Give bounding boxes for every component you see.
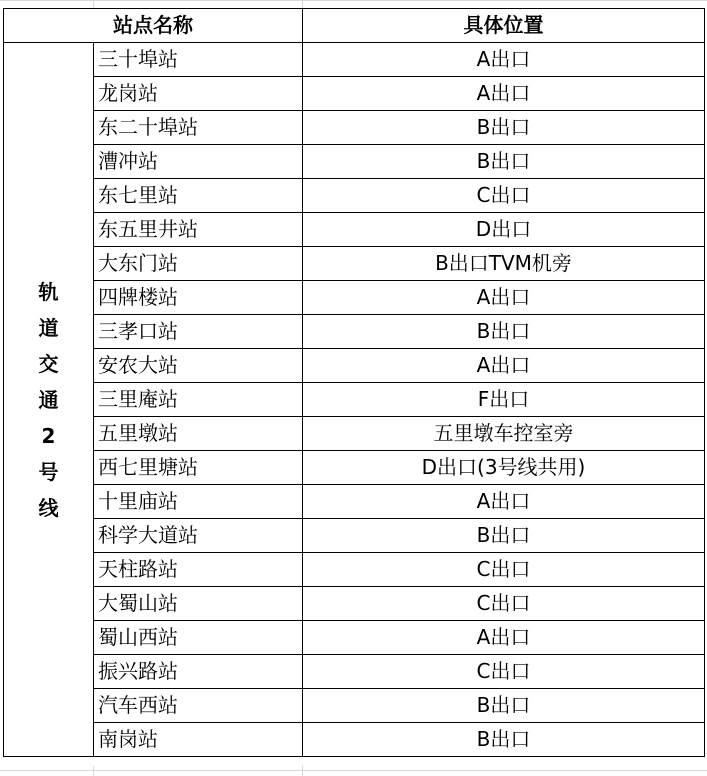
line-label-char: 通	[38, 387, 59, 412]
gridline	[0, 770, 707, 771]
location-cell[interactable]: D出口	[303, 213, 705, 247]
table-row	[4, 111, 705, 145]
location-cell[interactable]: A出口	[303, 485, 705, 519]
table-row	[4, 485, 705, 519]
line-label-char: 轨	[38, 279, 59, 304]
station-name-cell[interactable]: 振兴路站	[94, 655, 303, 689]
location-cell[interactable]: C出口	[303, 655, 705, 689]
station-name-cell[interactable]: 龙岗站	[94, 77, 303, 111]
table-row	[4, 315, 705, 349]
line-label-char: 交	[38, 351, 59, 376]
table-row	[4, 587, 705, 621]
station-name-cell[interactable]: 西七里塘站	[94, 451, 303, 485]
table-row	[4, 179, 705, 213]
line-label-char: 道	[38, 315, 59, 340]
location-cell[interactable]: C出口	[303, 587, 705, 621]
location-cell[interactable]: B出口	[303, 519, 705, 553]
gridline	[93, 766, 94, 776]
table-row	[4, 689, 705, 723]
station-name-cell[interactable]: 三孝口站	[94, 315, 303, 349]
line-label-char: 2	[41, 423, 56, 448]
location-cell[interactable]: A出口	[303, 349, 705, 383]
location-cell[interactable]: B出口	[303, 689, 705, 723]
station-name-cell[interactable]: 科学大道站	[94, 519, 303, 553]
station-name-cell[interactable]: 三里庵站	[94, 383, 303, 417]
table-row	[4, 281, 705, 315]
header-station-name[interactable]: 站点名称	[4, 9, 303, 43]
location-cell[interactable]: A出口	[303, 43, 705, 77]
location-cell[interactable]: B出口	[303, 111, 705, 145]
table-row	[4, 451, 705, 485]
station-name-cell[interactable]: 蜀山西站	[94, 621, 303, 655]
location-cell[interactable]: A出口	[303, 281, 705, 315]
header-location[interactable]: 具体位置	[303, 9, 705, 43]
line-label-char: 号	[38, 459, 59, 484]
table-row	[4, 213, 705, 247]
table-body	[4, 43, 705, 757]
station-name-cell[interactable]: 四牌楼站	[94, 281, 303, 315]
station-name-cell[interactable]: 三十埠站	[94, 43, 303, 77]
table-row	[4, 621, 705, 655]
table-row	[4, 553, 705, 587]
station-name-cell[interactable]: 安农大站	[94, 349, 303, 383]
location-cell[interactable]: B出口	[303, 315, 705, 349]
station-name-cell[interactable]: 十里庙站	[94, 485, 303, 519]
table-row	[4, 519, 705, 553]
line-label-char: 线	[38, 495, 59, 520]
table-row	[4, 43, 705, 77]
station-name-cell[interactable]: 五里墩站	[94, 417, 303, 451]
gridline	[302, 0, 303, 8]
location-cell[interactable]: B出口TVM机旁	[303, 247, 705, 281]
line-label-cell[interactable]	[4, 43, 94, 757]
station-name-cell[interactable]: 汽车西站	[94, 689, 303, 723]
location-cell[interactable]: A出口	[303, 621, 705, 655]
gridline	[93, 0, 94, 8]
station-name-cell[interactable]: 大东门站	[94, 247, 303, 281]
table-row	[4, 417, 705, 451]
table-row	[4, 145, 705, 179]
station-name-cell[interactable]: 东五里井站	[94, 213, 303, 247]
station-table	[3, 8, 705, 757]
location-cell[interactable]: C出口	[303, 553, 705, 587]
table-row	[4, 383, 705, 417]
location-cell[interactable]: 五里墩车控室旁	[303, 417, 705, 451]
station-name-cell[interactable]: 东二十埠站	[94, 111, 303, 145]
table-row	[4, 655, 705, 689]
table-row	[4, 723, 705, 757]
table-row	[4, 247, 705, 281]
location-cell[interactable]: A出口	[303, 77, 705, 111]
gridline	[0, 0, 707, 1]
header-row	[4, 9, 705, 43]
station-name-cell[interactable]: 天柱路站	[94, 553, 303, 587]
station-name-cell[interactable]: 南岗站	[94, 723, 303, 757]
table-row	[4, 349, 705, 383]
location-cell[interactable]: F出口	[303, 383, 705, 417]
location-cell[interactable]: B出口	[303, 723, 705, 757]
location-cell[interactable]: B出口	[303, 145, 705, 179]
location-cell[interactable]: C出口	[303, 179, 705, 213]
location-cell[interactable]: D出口(3号线共用)	[303, 451, 705, 485]
station-name-cell[interactable]: 东七里站	[94, 179, 303, 213]
station-name-cell[interactable]: 大蜀山站	[94, 587, 303, 621]
table-row	[4, 77, 705, 111]
station-name-cell[interactable]: 漕冲站	[94, 145, 303, 179]
gridline	[302, 766, 303, 776]
